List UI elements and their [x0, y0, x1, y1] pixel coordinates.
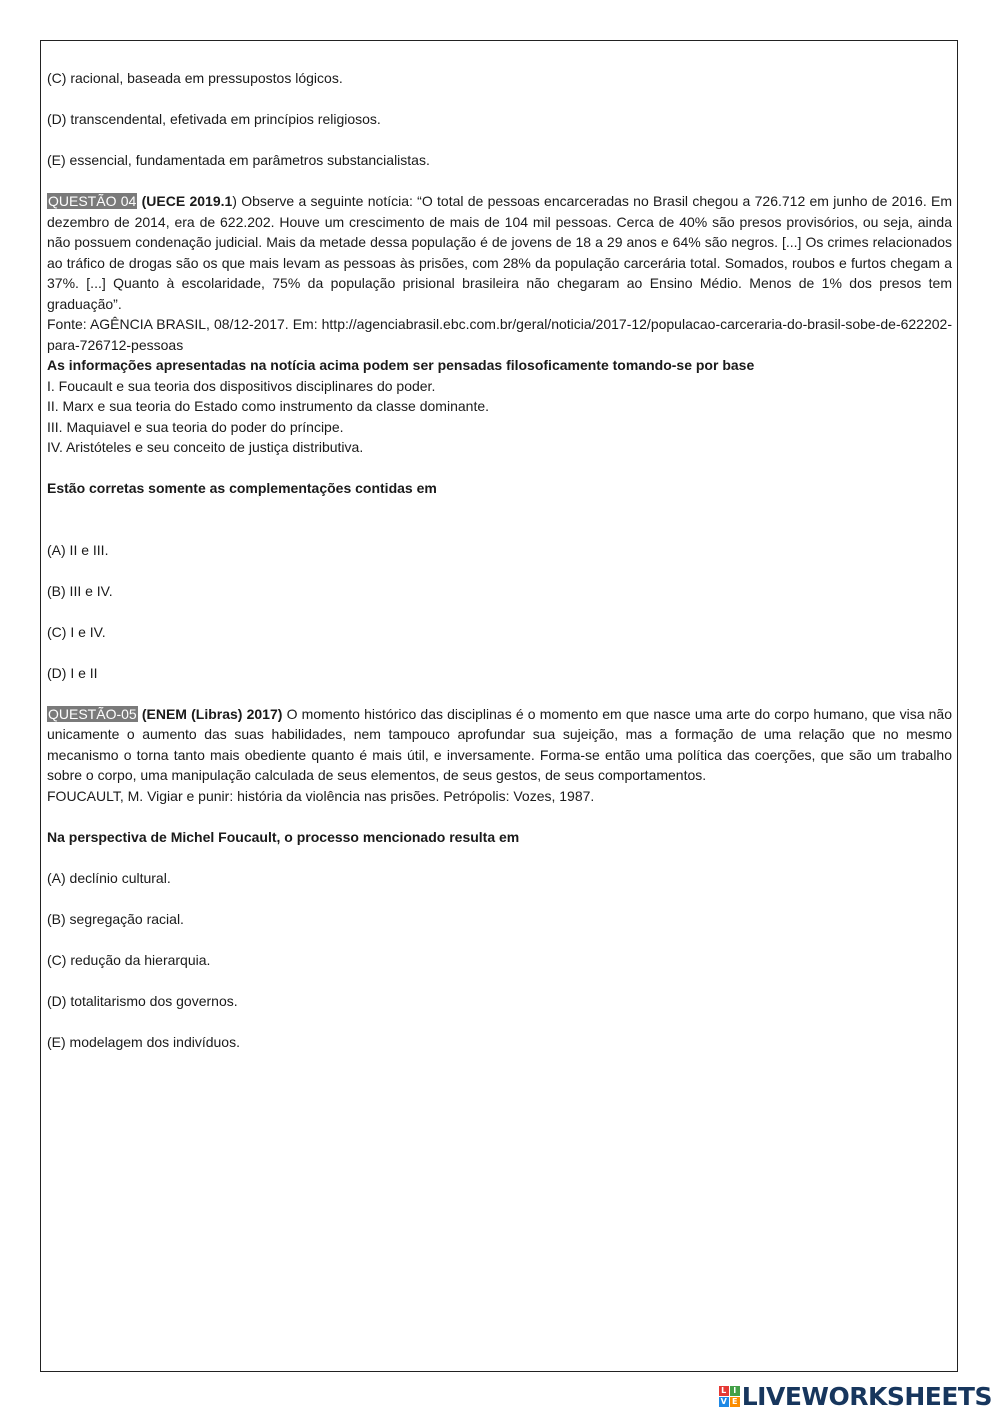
q05-statement — [47, 704, 952, 786]
q05-text: O momento histórico das disciplinas é o momento em que nasce uma arte do corpo humano, que visa não unicamente o aumento das suas habilidades, nem tampouco aprofundar sua sujeição, mas a formação de uma relação que no mesmo mecanismo o torna tanto mais obediente quanto é mais útil, e inversamente. Forma-se então uma política das coerções, que são um trabalho sobre o corpo, uma manipulação calculada de seus elementos, de seus gestos, de seus comportamentos. — [47, 705, 952, 783]
q04-option-d[interactable]: (D) I e II — [47, 664, 98, 681]
q04-item-4: IV. Aristóteles e seu conceito de justiça distributiva. — [47, 439, 364, 455]
q03-option-c: (C) racional, baseada em pressupostos lógicos. — [47, 70, 343, 86]
q05-option-a[interactable]: (A) declínio cultural. — [47, 869, 171, 886]
liveworksheets-footer[interactable] — [719, 1381, 992, 1411]
q05-source: (ENEM (Libras) 2017) — [141, 705, 283, 722]
q05-question — [47, 827, 952, 848]
q04-question-text: Estão corretas somente as complementações contidas em — [47, 480, 437, 496]
q04-item-2: II. Marx e sua teoria do Estado como instrumento da classe dominante. — [47, 398, 490, 414]
logo-letter-i: I — [730, 1386, 740, 1396]
logo-letter-v: V — [720, 1396, 727, 1406]
q04-item-1: I. Foucault e sua teoria dos dispositivos disciplinares do poder. — [47, 377, 436, 394]
q05-reference: FOUCAULT, M. Vigiar e punir: história da violência nas prisões. Petrópolis: Vozes, 1987. — [47, 787, 595, 804]
q04-fonte: Fonte: AGÊNCIA BRASIL, 08/12-2017. Em: http://agenciabrasil.ebc.com.br/geral/noticia/2017-12/populacao-carceraria-do-brasil-sobe-de-622202-para-726712-pessoas — [47, 316, 952, 353]
q04-text: ) Observe a seguinte notícia: “O total de pessoas encarceradas no Brasil chegou a 726.712 em junho de 2016. Em dezembro de 2014, era de 622.202. Houve um crescimento de mais de 104 mil pessoas. Cerca de 40% são presos provisórios, ou seja, ainda não possuem condenação judicial. Mais da metade dessa população é de jovens de 18 a 29 anos e 64% são negros. [...] Os crimes relacionados ao tráfico de drogas são os que mais levam as pessoas às prisões, com 28% da população carcerária total. Somados, roubos e furtos chegam a 37%. [...] Quanto à escolaridade, 75% da população prisional brasileira não chegaram ao Ensino Médio. Menos de 1% dos presos tem graduação”. — [47, 193, 952, 312]
q04-question — [47, 478, 952, 499]
q04-tag: QUESTÃO 04 — [48, 193, 137, 209]
logo-letter-l: L — [719, 1386, 729, 1396]
q05-option-b[interactable]: (B) segregação racial. — [47, 910, 184, 927]
q04-item-3: III. Maquiavel e sua teoria do poder do príncipe. — [47, 418, 344, 435]
q03-option-e: (E) essencial, fundamentada em parâmetros substancialistas. — [47, 152, 430, 168]
liveworksheets-brand: LIVEWORKSHEETS — [741, 1381, 992, 1411]
q04-source: (UECE 2019.1 — [141, 193, 233, 209]
q04-option-c[interactable]: (C) I e IV. — [47, 623, 106, 640]
q05-option-d[interactable]: (D) totalitarismo dos governos. — [47, 992, 238, 1009]
q04-option-a[interactable]: (A) II e III. — [47, 541, 109, 558]
q04-statement — [47, 191, 952, 314]
q03-option-d: (D) transcendental, efetivada em princípios religiosos. — [47, 111, 381, 127]
liveworksheets-logo-icon — [719, 1386, 740, 1407]
q04-prompt — [47, 355, 952, 376]
q05-question-text: Na perspectiva de Michel Foucault, o processo mencionado resulta em — [47, 828, 520, 845]
q05-tag: QUESTÃO-05 — [48, 705, 137, 722]
q04-option-b[interactable]: (B) III e IV. — [47, 582, 113, 599]
logo-letter-e: E — [730, 1397, 740, 1407]
q05-option-c[interactable]: (C) redução da hierarquia. — [47, 951, 211, 968]
worksheet-content — [47, 68, 952, 1052]
q04-prompt-text: As informações apresentadas na notícia acima podem ser pensadas filosoficamente tomando-se por base — [47, 357, 755, 373]
q05-option-e[interactable]: (E) modelagem dos indivíduos. — [47, 1033, 240, 1050]
